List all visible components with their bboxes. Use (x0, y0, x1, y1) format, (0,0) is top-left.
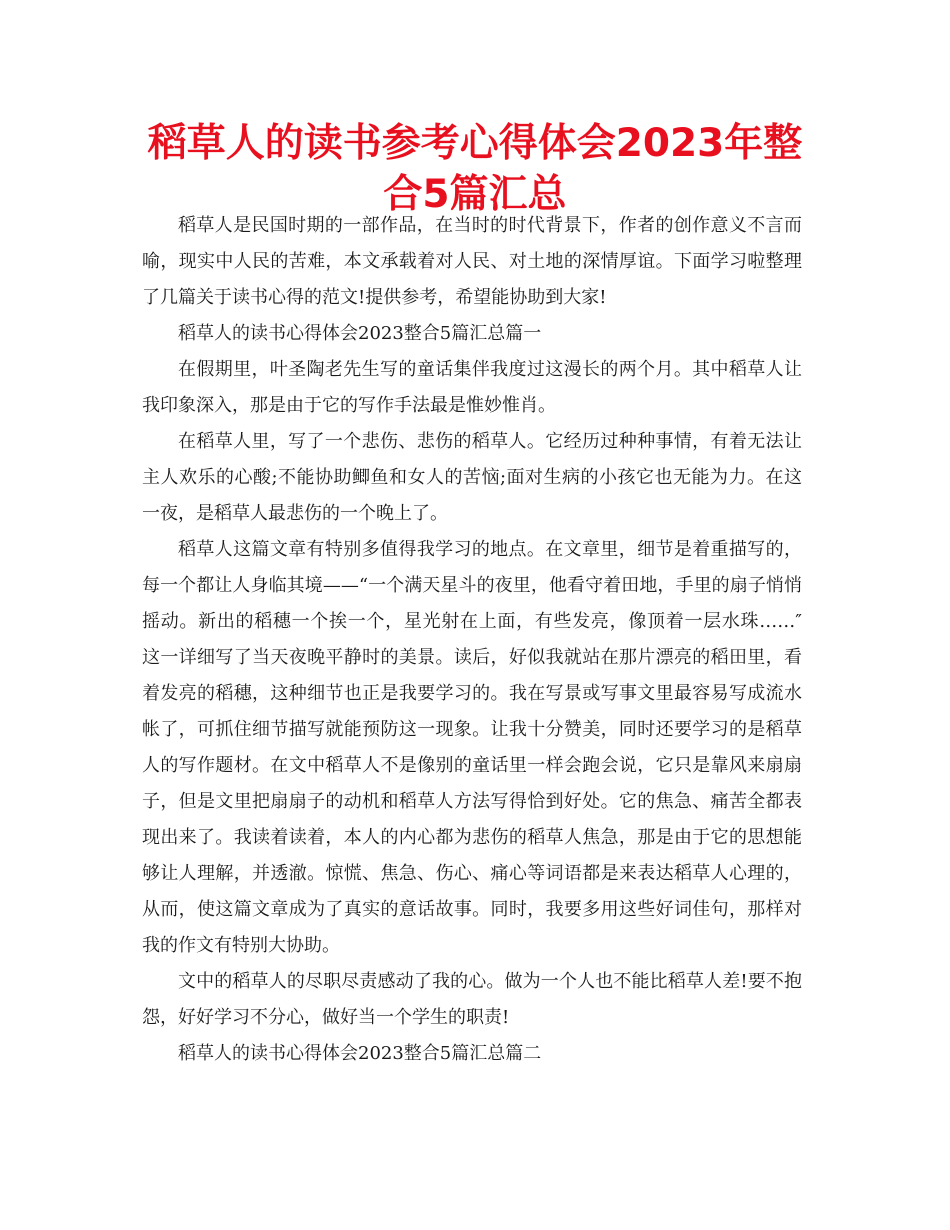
intro-paragraph: 稻草人是民国时期的一部作品，在当时的时代背景下，作者的创作意义不言而喻，现实中人民的苦难，本文承载着对人民、对土地的深情厚谊。下面学习啦整理了几篇关于读书心得的范文!提供参考，希望能协助到大家! (142, 215, 802, 308)
body-paragraph: 在稻草人里，写了一个悲伤、悲伤的稻草人。它经历过种种事情，有着无法让主人欢乐的心酸;不能协助鲫鱼和女人的苦恼;面对生病的小孩它也无能为力。在这一夜，是稻草人最悲伤的一个晚上了。 (142, 431, 802, 524)
document-body (142, 208, 802, 1072)
body-paragraph: 稻草人这篇文章有特别多值得我学习的地点。在文章里，细节是着重描写的，每一个都让人身临其境——“一个满天星斗的夜里，他看守着田地，手里的扇子悄悄摇动。新出的稻穗一个挨一个，星光射在上面，有些发亮，像顶着一层水珠……″ 这一详细写了当天夜晚平静时的美景。读后，好似我就站在那片漂亮的稻田里，看着发亮的稻穗，这种细节也正是我要学习的。我在写景或写事文里最容易写成流水帐了，可抓住细节描写就能预防这一现象。让我十分赞美，同时还要学习的是稻草人的写作题材。在文中稻草人不是像别的童话里一样会跑会说，它只是靠风来扇扇子，但是文里把扇扇子的动机和稻草人方法写得恰到好处。它的焦急、痛苦全都表现出来了。我读着读着，本人的内心都为悲伤的稻草人焦急，那是由于它的思想能够让人理解，并透澈。惊慌、焦急、伤心、痛心等词语都是来表达稻草人心理的，从而，使这篇文章成为了真实的意话故事。同时，我要多用这些好词佳句，那样对我的作文有特别大协助。 (142, 539, 802, 956)
document-title: 稻草人的读书参考心得体会2023年整合5篇汇总 (147, 121, 803, 217)
body-paragraph: 文中的稻草人的尽职尽责感动了我的心。做为一个人也不能比稻草人差!要不抱怨，好好学习不分心，做好当一个学生的职责! (142, 971, 802, 1028)
section-heading-2: 稻草人的读书心得体会2023整合5篇汇总篇二 (178, 1043, 542, 1064)
body-paragraph: 在假期里，叶圣陶老先生写的童话集伴我度过这漫长的两个月。其中稻草人让我印象深入，那是由于它的写作手法最是惟妙惟肖。 (142, 359, 802, 416)
section-heading-1: 稻草人的读书心得体会2023整合5篇汇总篇一 (178, 323, 542, 344)
